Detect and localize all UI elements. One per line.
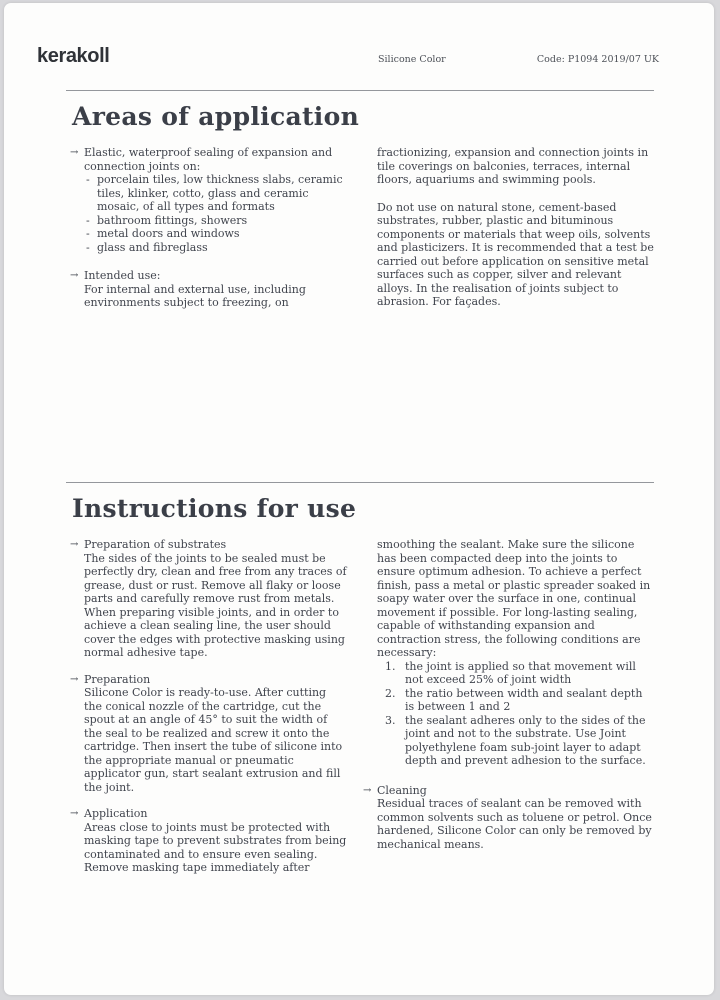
doc-code: Code: P1094 2019/07 UK [536,54,659,65]
product-name: Silicone Color [378,54,446,65]
paragraph: smoothing the sealant. Make sure the silicone has been compacted deep into the joints to ensure optimum adhesion. To achieve a perfect finish, pass a metal or plastic spreader soaked in soapy water over the surface in one, continual movement if possible. For long-lasting sealing, capable of withstanding expansion and contraction stress, the following conditions are necessary: [377,538,651,659]
item-heading: Preparation [84,672,151,686]
list-item [70,538,347,660]
numbered-item [377,660,654,687]
paragraph: Silicone Color is ready-to-use. After cutting the conical nozzle of the cartridge, cut the spout at an angle of 45° to suit the width of the seal to be realized and screw it onto the cartridge. Then insert the tube of silicone into the appropriate manual or pneumatic applicator gun, start sealant extrusion and fill the joint. [84,686,343,794]
paragraph: fractionizing, expansion and connection joints in tile coverings on balconies, terraces, internal floors, aquariums and swimming pools. [377,146,649,186]
list-item-body [377,784,654,852]
section-title: Areas of application [72,102,360,131]
arrow-marker-icon: → [70,147,79,158]
list-item-body [84,269,347,310]
numbered-list [377,660,654,768]
dash-marker: - [86,240,90,254]
list-item-body [84,673,347,795]
item-heading: Cleaning [377,783,427,797]
list-item [70,146,347,254]
dash-marker: - [86,227,90,240]
paragraph: Residual traces of sealant can be removed with common solvents such as toluene or petrol. Once hardened, Silicone Color can only be removed by mechanical means. [377,797,652,851]
bullet-item [86,227,347,241]
bullet-text: glass and fibreglass [97,240,208,254]
list-item-body [84,538,347,660]
arrow-marker-icon: → [70,270,79,281]
bullet-item [86,214,347,228]
list-item-body [84,807,347,875]
list-item [70,269,347,310]
numbered-item-text: the ratio between width and sealant depth is between 1 and 2 [405,686,643,713]
item-heading: Intended use: [84,269,161,282]
list-item [70,673,347,795]
paragraph: Do not use on natural stone, cement-based substrates, rubber, plastic and bituminous components or materials that weep oils, solvents and plasticizers. It is recommended that a test be carried out before application on sensitive metal surfaces such as copper, silver and relevant alloys. In the realisation of joints subject to abrasion. For façades. [377,200,654,308]
arrow-marker-icon: → [363,784,372,796]
section-title: Instructions for use [72,494,357,523]
section-areas-of-application [4,91,714,482]
item-number: 1. [385,659,396,673]
paragraph: The sides of the joints to be sealed must be perfectly dry, clean and free from any traces of grease, dust or rust. Remove all flaky or loose parts and carefully remove rust from metals. When preparing visible joints, and in order to achieve a clean sealing line, the user should cover the edges with protective masking using normal adhesive tape. [84,551,347,659]
list-item [363,784,654,852]
numbered-item [377,687,654,714]
arrow-marker-icon: → [70,539,79,550]
section-instructions-for-use [4,494,714,875]
page-header [4,3,714,90]
instructions-left-column [70,538,347,875]
numbered-item-text: the joint is applied so that movement will not exceed 25% of joint width [405,659,636,686]
item-heading: Preparation of substrates [84,538,227,551]
paragraph: For internal and external use, including environments subject to freezing, on [84,282,306,309]
item-heading: Application [84,807,148,820]
instructions-columns [70,538,654,875]
arrow-marker-icon: → [70,673,79,685]
instructions-right-column [363,538,654,875]
areas-right-column [377,146,654,310]
paragraph: Areas close to joints must be protected with masking tape to prevent substrates from being contaminated and to ensure even sealing. Remove masking tape immediately after [84,820,347,874]
section-divider [66,482,654,483]
numbered-item [377,714,654,768]
item-number: 3. [385,713,396,727]
paragraph: Elastic, waterproof sealing of expansion and connection joints on: [84,146,333,173]
dash-marker: - [86,173,90,186]
list-item [70,807,347,875]
areas-left-column [70,146,347,310]
areas-columns [70,146,654,310]
bullet-item [86,173,347,214]
document-page [4,3,714,995]
kerakoll-logo: kerakoll [37,45,110,67]
bullet-text: metal doors and windows [97,227,240,240]
list-item-body [84,146,347,254]
arrow-marker-icon: → [70,808,79,819]
bullet-item [86,241,347,255]
bullet-text: porcelain tiles, low thickness slabs, ceramic tiles, klinker, cotto, glass and ceramic mosaic, of all types and formats [97,173,343,213]
numbered-item-text: the sealant adheres only to the sides of the joint and not to the substrate. Use Joint polyethylene foam sub-joint layer to adapt depth and prevent adhesion to the surface. [405,713,646,767]
item-number: 2. [385,686,396,700]
dash-marker: - [86,213,90,227]
bullet-text: bathroom fittings, showers [97,213,248,227]
